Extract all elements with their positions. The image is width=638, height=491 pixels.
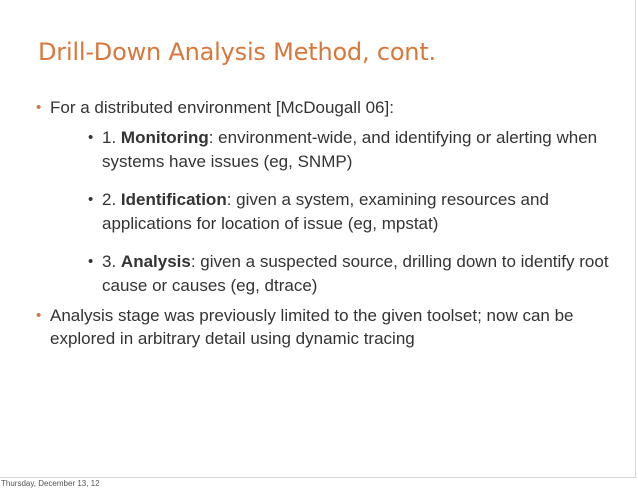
bullet-text: For a distributed environment [McDougall 06]: (50, 98, 394, 117)
sub-item-number: 1. (102, 128, 117, 147)
bullet-icon: • (36, 99, 42, 116)
sub-item-description: : environment-wide, and identifying or alerting when systems have issues (eg, SNMP) (102, 128, 598, 171)
sub-item-number: 3. (102, 252, 117, 271)
bullet-list (36, 96, 626, 350)
sub-item-monitoring (88, 126, 626, 174)
sub-item-analysis (88, 250, 626, 298)
sub-item-description: : given a system, examining resources and applications for location of issue (eg, mpstat) (102, 190, 549, 233)
sub-item-number: 2. (102, 190, 117, 209)
sub-bullet-icon: • (88, 253, 94, 270)
bullet-item-analysis-stage (36, 304, 626, 350)
footer-date: Thursday, December 13, 12 (1, 479, 100, 488)
sub-item-identification (88, 188, 626, 236)
bullet-icon: • (36, 307, 42, 324)
sub-item-term: Monitoring (120, 128, 209, 147)
sub-bullet-list (50, 126, 626, 298)
sub-bullet-icon: • (88, 191, 94, 208)
bullet-text: Analysis stage was previously limited to the given toolset; now can be explored in arbitrary detail using dynamic tracing (50, 306, 574, 348)
sub-item-term: Identification (120, 190, 227, 209)
bullet-item-distributed-environment (36, 96, 626, 298)
sub-item-term: Analysis (120, 252, 191, 271)
sub-bullet-icon: • (88, 129, 94, 146)
sub-item-description: : given a suspected source, drilling down to identify root cause or causes (eg, dtrace) (102, 252, 609, 295)
slide-title: Drill-Down Analysis Method, cont. (38, 38, 436, 66)
